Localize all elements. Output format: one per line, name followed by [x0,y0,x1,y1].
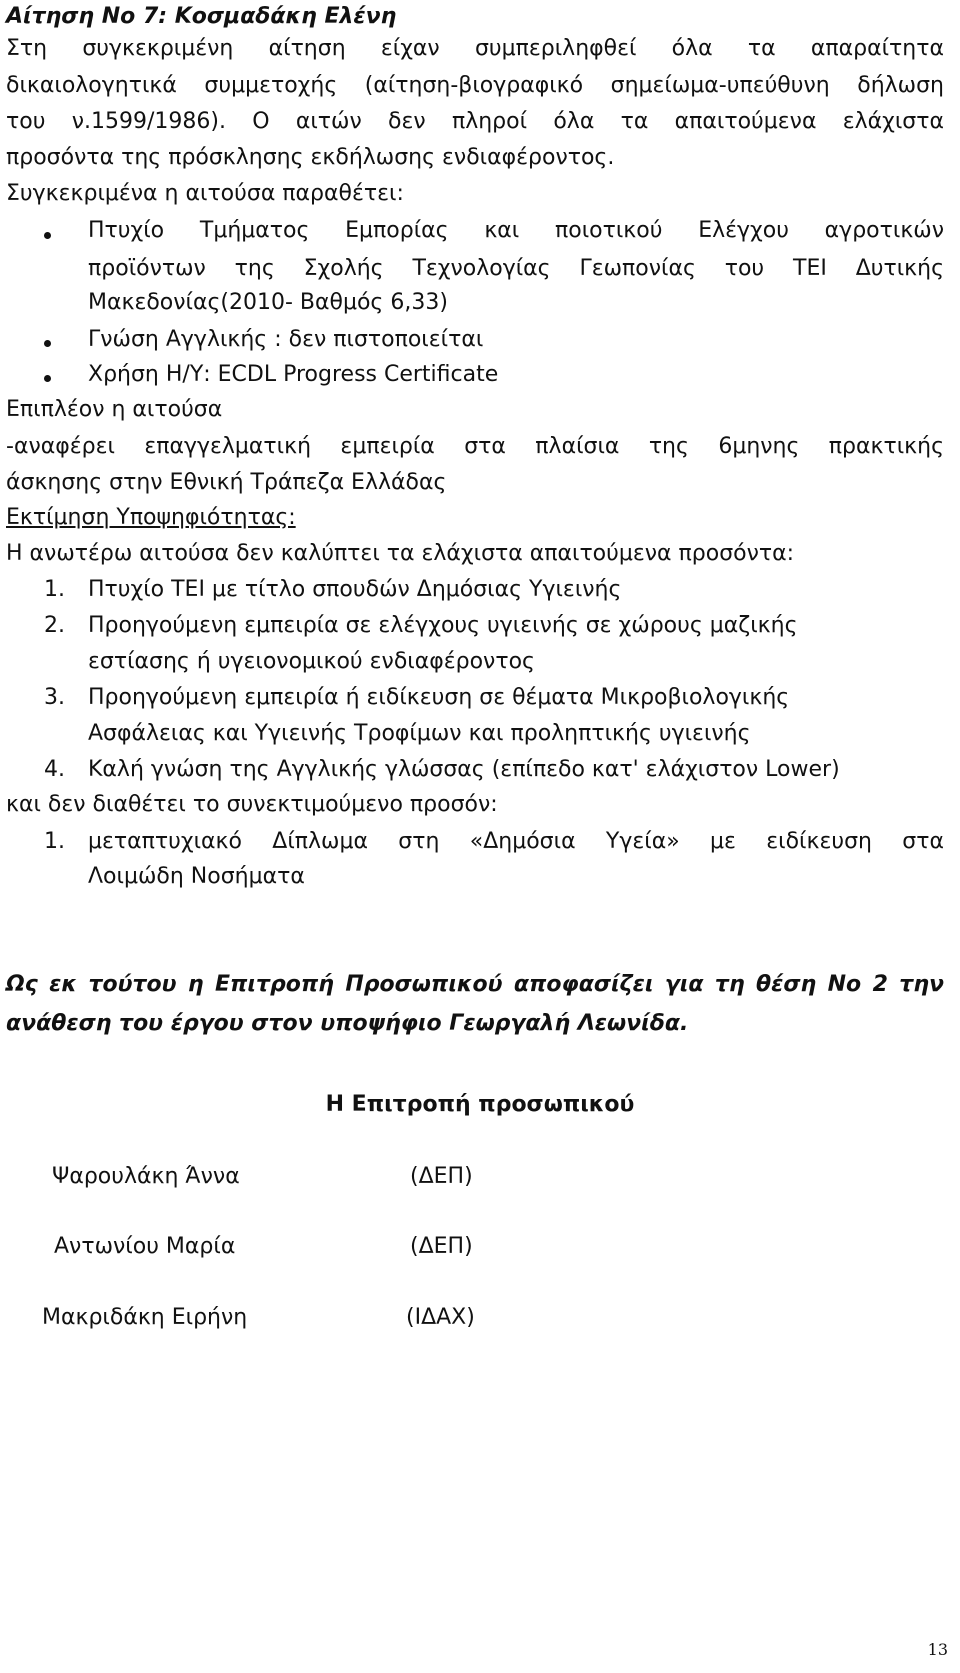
bullet-line: Γνώση Αγγλικής : δεν πιστοποιείται [88,327,484,352]
intro-line: Στη συγκεκριμένη αίτηση είχαν συμπεριληφθεί όλα τα απαραίτητα [6,36,944,61]
bullet-icon [44,375,51,382]
not-have-intro: και δεν διαθέτει το συνεκτιμούμενο προσόν: [6,792,498,817]
committee-title: Η Επιτροπή προσωπικού [325,1092,635,1117]
assessment-title-text: Εκτίμηση Υποψηφιότητας: [6,505,296,530]
member-name: Αντωνίου Μαρία [54,1234,236,1259]
page-number: 13 [927,1640,948,1659]
requirement-line: Πτυχίο ΤΕΙ με τίτλο σπουδών Δημόσιας Υγιεινής [88,577,622,602]
member-role: (ΔΕΠ) [410,1164,473,1189]
bullet-line: Μακεδονίας(2010- Βαθμός 6,33) [88,290,448,315]
extra-line: -αναφέρει επαγγελματική εμπειρία στα πλαίσια της 6μηνης πρακτικής [6,434,944,459]
intro-line: δικαιολογητικά συμμετοχής (αίτηση-βιογραφικό σημείωμα-υπεύθυνη δήλωση [6,73,944,98]
requirement-line: Καλή γνώση της Αγγλικής γλώσσας (επίπεδο κατ' ελάχιστον Lower) [88,757,840,782]
decision-line: ανάθεση του έργου στον υποψήφιο Γεωργαλή Λεωνίδα. [6,1011,689,1036]
assessment-title [6,503,944,533]
application-heading: Αίτηση Νο 7: Κοσμαδάκη Ελένη [6,4,397,29]
list-number: 4. [44,757,65,782]
list-number: 2. [44,613,65,638]
bullet-icon [44,232,51,239]
extra-label: Επιπλέον η αιτούσα [6,397,223,422]
extra-requirement-line: Λοιμώδη Νοσήματα [88,864,305,889]
requirement-line: Προηγούμενη εμπειρία σε ελέγχους υγιεινής σε χώρους μαζικής [88,613,798,638]
list-number: 1. [44,577,65,602]
member-role: (ΔΕΠ) [410,1234,473,1259]
not-meet-intro: Η ανωτέρω αιτούσα δεν καλύπτει τα ελάχιστα απαιτούμενα προσόντα: [6,541,795,566]
requirement-line: Προηγούμενη εμπειρία ή ειδίκευση σε θέματα Μικροβιολογικής [88,685,790,710]
intro-line: προσόντα της πρόσκλησης εκδήλωσης ενδιαφέροντος. [6,145,615,170]
bullet-icon [44,340,51,347]
list-number: 1. [44,829,65,854]
extra-requirement-line: μεταπτυχιακό Δίπλωμα στη «Δημόσια Υγεία» με ειδίκευση στα [88,829,944,854]
bullet-line: Πτυχίο Τμήματος Εμπορίας και ποιοτικού Ελέγχου αγροτικών [88,218,944,243]
list-number: 3. [44,685,65,710]
intro-line: του ν.1599/1986). Ο αιτών δεν πληροί όλα τα απαιτούμενα ελάχιστα [6,109,944,134]
member-name: Μακριδάκη Ειρήνη [42,1305,248,1330]
requirement-line: Ασφάλειας και Υγιεινής Τροφίμων και προληπτικής υγιεινής [88,721,751,746]
qualifications-intro: Συγκεκριμένα η αιτούσα παραθέτει: [6,181,404,206]
member-name: Ψαρουλάκη Άννα [52,1164,240,1189]
requirement-line: εστίασης ή υγειονομικού ενδιαφέροντος [88,649,535,674]
bullet-line: Χρήση Η/Υ: ECDL Progress Certificate [88,362,499,387]
decision-line: Ως εκ τούτου η Επιτροπή Προσωπικού αποφασίζει για τη θέση Νο 2 την [6,972,944,997]
member-role: (ΙΔΑΧ) [406,1305,475,1330]
bullet-line: προϊόντων της Σχολής Τεχνολογίας Γεωπονίας του ΤΕΙ Δυτικής [88,256,944,281]
extra-line: άσκησης στην Εθνική Τράπεζα Ελλάδας [6,470,447,495]
